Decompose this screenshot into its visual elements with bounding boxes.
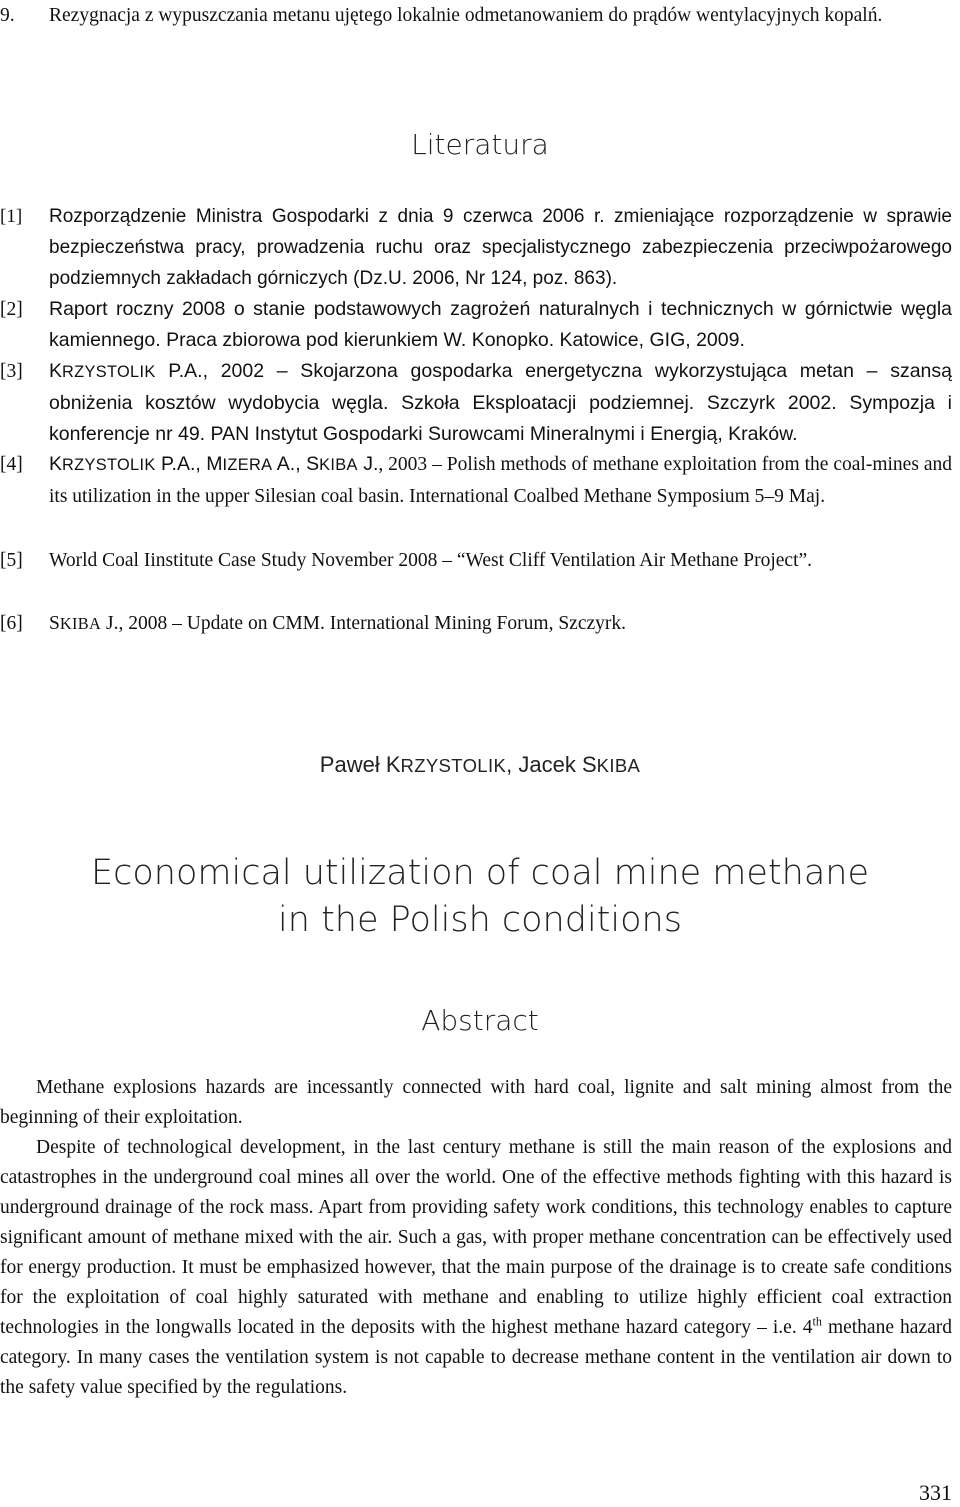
abstract-heading: Abstract [421, 1004, 539, 1037]
author-name: KRZYSTOLIK P.A. [49, 360, 203, 382]
reference-number: [5] [0, 550, 23, 571]
reference-text: Rozporządzenie Ministra Gospodarki z dnia 9 czerwca 2006 r. zmieniające rozporządzenie w sprawie bezpieczeństwa pracy, prowadzenia ruchu oraz specjalistycznego zabezpieczenia przeciwpożarowego podziemnych zakładach górniczych (Dz.U. 2006, Nr 124, poz. 863). [49, 206, 952, 289]
reference-1 [0, 201, 952, 294]
reference-text-body: , 2008 – Update on CMM. International Mining Forum, Szczyrk. [118, 613, 626, 634]
list-item-text: Rezygnacja z wypuszczania metanu ujętego lokalnie odmetanowaniem do prądów wentylacyjnych kopalń. [49, 5, 883, 26]
article-authors: Paweł KRZYSTOLIK, Jacek SKIBA [319, 752, 641, 777]
reference-number: [3] [0, 361, 23, 382]
reference-2 [0, 294, 952, 356]
reference-3 [0, 356, 952, 450]
article-title [0, 850, 960, 944]
reference-number: [1] [0, 206, 23, 227]
reference-number: [6] [0, 613, 23, 634]
list-item-number: 9. [0, 5, 15, 26]
reference-text-body: Raport roczny 2008 o stanie podstawowych zagrożeń naturalnych i technicznych w górnictwie węgla kamiennego. Praca zbiorowa pod kierunkiem W. Konopko. Katowice, GIG, 2009. [49, 298, 952, 351]
reference-text [49, 608, 952, 639]
reference-text [49, 356, 952, 450]
reference-4 [0, 449, 952, 512]
reference-text-body: , 2002 – Skojarzona gospodarka energetyczna wykorzystująca metan – szansą obniżenia kosztów wydobycia węgla. Szkoła Eksploatacji podziemnej. Szczyrk 2002. Sympozja i konferencje nr 49. PAN Instytut Gospodarki Surowcami Mineralnymi i Energią, Kraków. [49, 360, 952, 445]
reference-number: [2] [0, 299, 23, 320]
list-item-9 [0, 0, 952, 31]
title-line-1: Economical utilization of coal mine methane [91, 853, 869, 893]
reference-text [49, 449, 952, 512]
reference-5 [0, 545, 952, 576]
page-number: 331 [919, 1480, 952, 1505]
superscript-th: th [812, 1314, 822, 1329]
reference-text: World Coal Iinstitute Case Study November 2008 – “West Cliff Ventilation Air Methane Project”. [49, 550, 813, 571]
author-name: KRZYSTOLIK P.A., MIZERA A., SKIBA J. [49, 453, 379, 475]
author-name: SKIBA J. [49, 613, 119, 634]
reference-text-body: , 2003 – Polish methods of methane exploitation from the coal-mines and its utilization in the upper Silesian coal basin. International Coalbed Methane Symposium 5–9 Maj. [49, 454, 953, 507]
reference-text [49, 294, 952, 356]
reference-number: [4] [0, 454, 23, 475]
title-line-2: in the Polish conditions [278, 900, 682, 940]
abstract-paragraph-1: Methane explosions hazards are incessantly connected with hard coal, lignite and salt mining almost from the beginning of their exploitation. [0, 1077, 952, 1128]
abstract-paragraph-2: Despite of technological development, in the last century methane is still the main reason of the explosions and catastrophes in the underground coal mines all over the world. One of the effective methods fighting with this hazard is underground drainage of the rock mass. Apart from providing safety work conditions, this technology enables to capture significant amount of methane mixed with the air. Such a gas, with proper methane concentration can be effectively used for energy production. It must be emphasized however, that the main purpose of the drainage is to create safe conditions for the exploitation of coal highly saturated with methane and enabling to utilize highly efficient coal extraction technologies in the longwalls located in the deposits with the highest methane hazard category – i.e. 4th methane hazard category. In many cases the ventilation system is not capable to decrease methane content in the ventilation air down to the safety value specified by the regulations. [0, 1137, 952, 1398]
literature-heading: Literatura [411, 128, 549, 161]
reference-6 [0, 608, 952, 639]
